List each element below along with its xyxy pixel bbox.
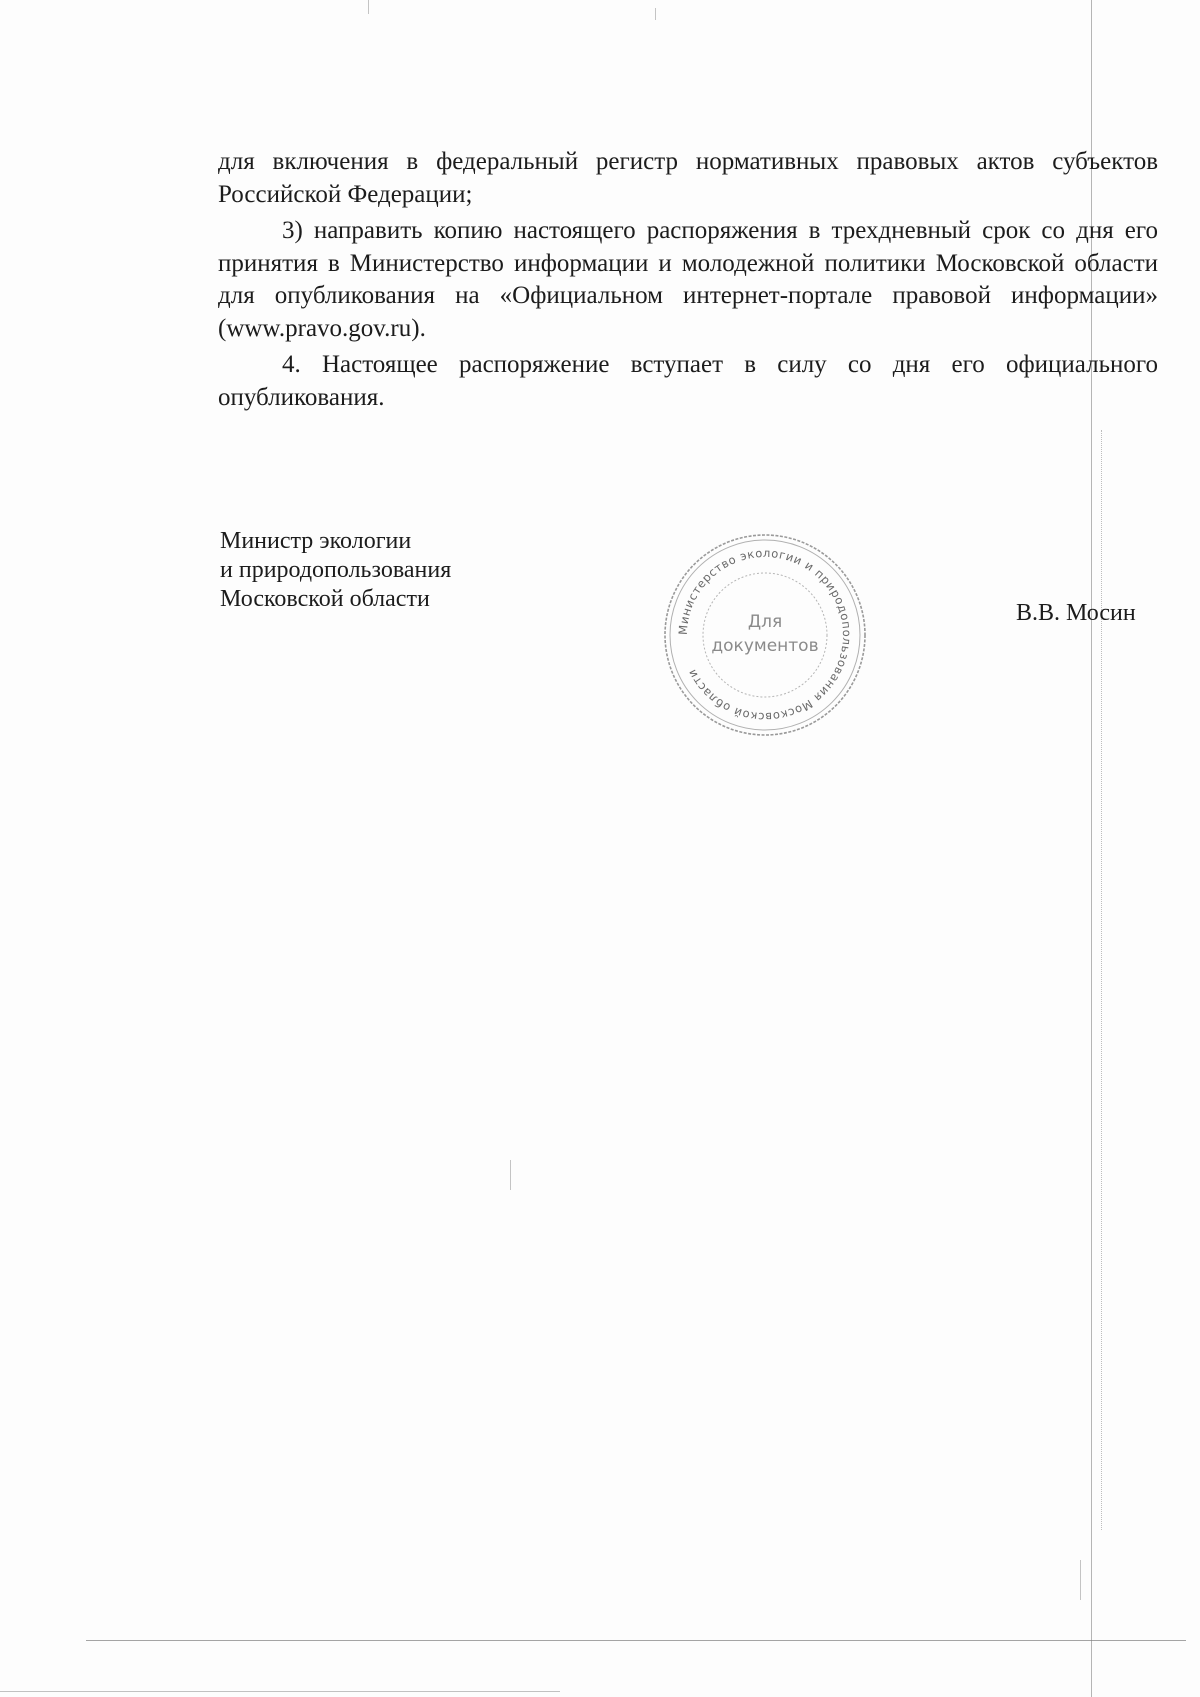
seal-center-line: документов <box>711 636 819 656</box>
document-body <box>218 146 1158 414</box>
seal-icon <box>660 530 870 740</box>
signatory-title-line: Министр экологии <box>220 528 412 554</box>
signatory-title-line: и природопользования <box>220 557 452 583</box>
scan-speck <box>655 8 656 20</box>
seal-center-line: Для <box>747 612 783 632</box>
scan-speck <box>368 0 369 14</box>
signatory-name: В.В. Мосин <box>1016 600 1136 626</box>
paragraph-item-4: 4. Настоящее распоряжение вступает в силу со дня его официального опубликования. <box>218 351 1158 411</box>
signatory-title-line: Московской области <box>220 586 430 612</box>
scan-bottom-edge <box>0 1691 560 1692</box>
seal-legend: Министерство экологии и природопользования Московской области <box>675 545 855 725</box>
paragraph-item-3: 3) направить копию настоящего распоряжения в трехдневный срок со дня его принятия в Министерство информации и молодежной политики Московской области для опубликования на «Официальном интернет-портале правовой информации» (www.pravo.gov.ru). <box>218 217 1158 342</box>
scan-speck <box>1080 1560 1081 1600</box>
scan-bottom-line <box>86 1640 1186 1641</box>
scan-dotted-line <box>1101 430 1102 1530</box>
paragraph-continuation: для включения в федеральный регистр нормативных правовых актов субъектов Российской Федерации; <box>218 148 1158 208</box>
official-seal <box>660 530 870 740</box>
signatory-title <box>220 527 451 614</box>
scan-speck <box>510 1160 511 1190</box>
